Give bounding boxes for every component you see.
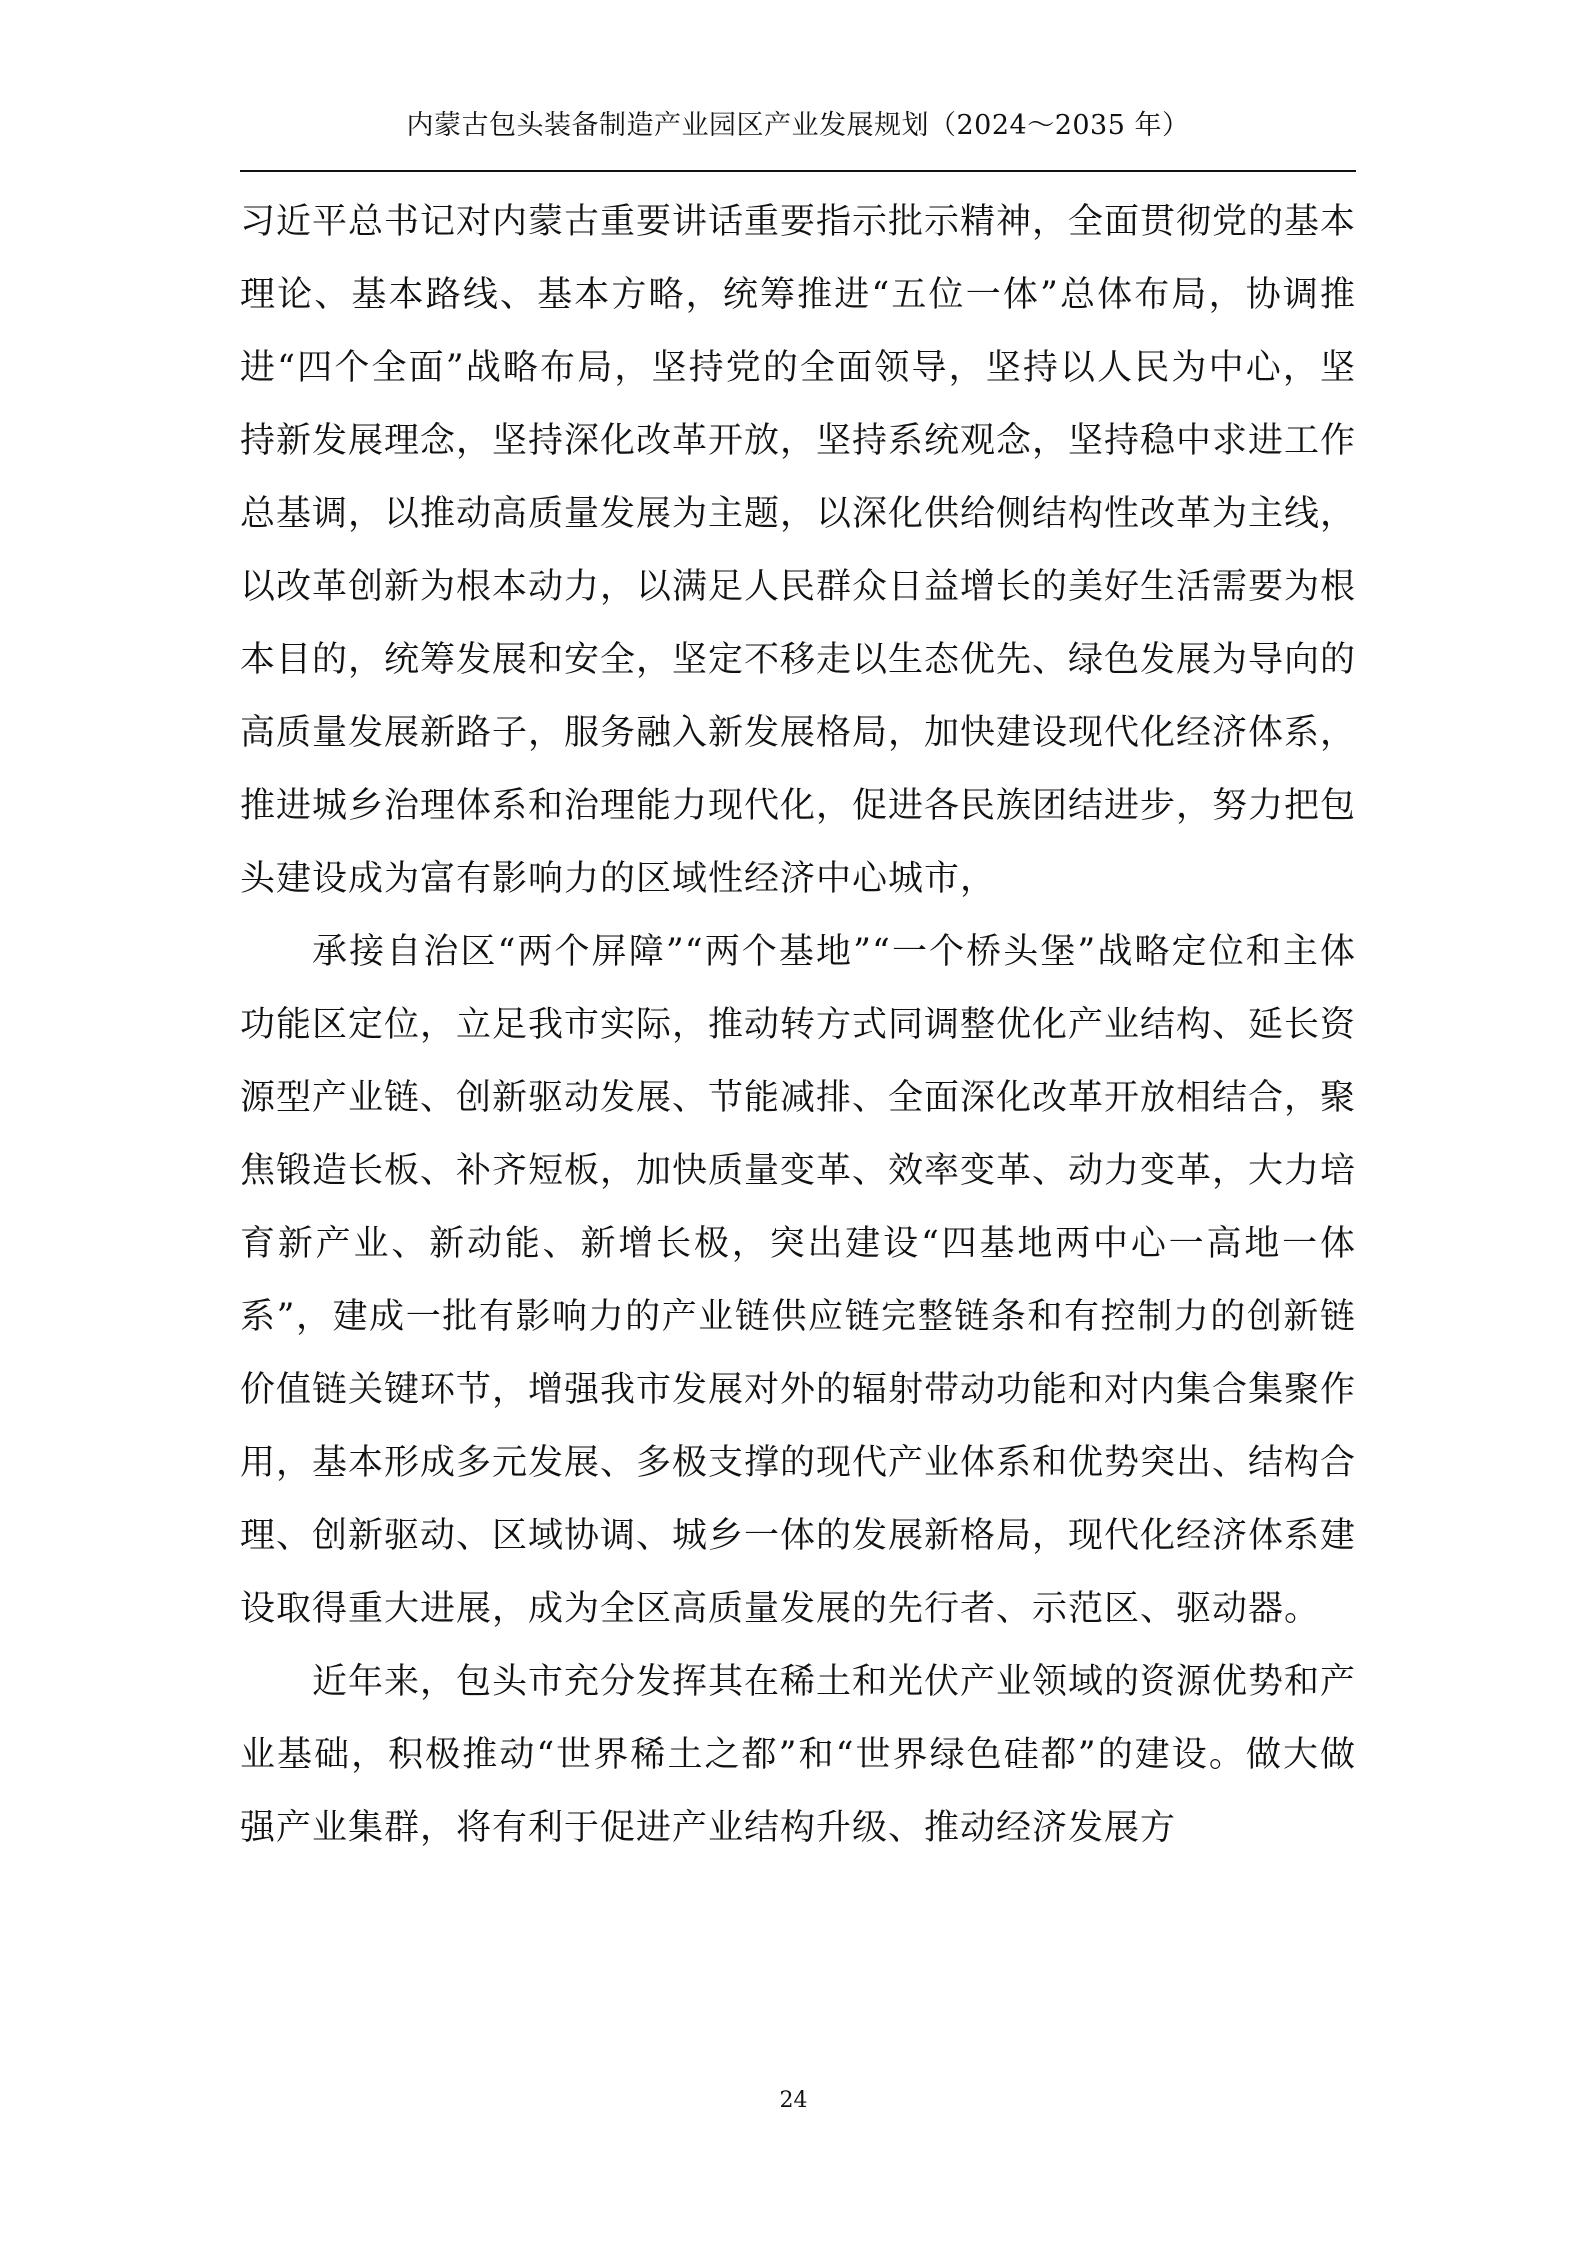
- header-divider: [240, 170, 1356, 172]
- paragraph-1: 习近平总书记对内蒙古重要讲话重要指示批示精神，全面贯彻党的基本理论、基本路线、基本方略，统筹推进“五位一体”总体布局，协调推进“四个全面”战略布局，坚持党的全面领导，坚持以人民为中心，坚持新发展理念，坚持深化改革开放，坚持系统观念，坚持稳中求进工作总基调，以推动高质量发展为主题，以深化供给侧结构性改革为主线，以改革创新为根本动力，以满足人民群众日益增长的美好生活需要为根本目的，统筹发展和安全，坚定不移走以生态优先、绿色发展为导向的高质量发展新路子，服务融入新发展格局，加快建设现代化经济体系，推进城乡治理体系和治理能力现代化，促进各民族团结进步，努力把包头建设成为富有影响力的区域性经济中心城市，: [240, 202, 1357, 899]
- page-number: 24: [779, 2088, 808, 2113]
- page-header: 内蒙古包头装备制造产业园区产业发展规划（2024～2035 年）: [406, 110, 1190, 141]
- paragraph-3: 近年来，包头市充分发挥其在稀土和光伏产业领域的资源优势和产业基础，积极推动“世界稀土之都”和“世界绿色硅都”的建设。做大做强产业集群，将有利于促进产业结构升级、推动经济发展方: [240, 1662, 1357, 1848]
- paragraph-2: 承接自治区“两个屏障”“两个基地”“一个桥头堡”战略定位和主体功能区定位，立足我市实际，推动转方式同调整优化产业结构、延长资源型产业链、创新驱动发展、节能减排、全面深化改革开放相结合，聚焦锻造长板、补齐短板，加快质量变革、效率变革、动力变革，大力培育新产业、新动能、新增长极，突出建设“四基地两中心一高地一体系”，建成一批有影响力的产业链供应链完整链条和有控制力的创新链价值链关键环节，增强我市发展对外的辐射带动功能和对内集合集聚作用，基本形成多元发展、多极支撑的现代产业体系和优势突出、结构合理、创新驱动、区域协调、城乡一体的发展新格局，现代化经济体系建设取得重大进展，成为全区高质量发展的先行者、示范区、驱动器。: [240, 932, 1357, 1629]
- document-body: [240, 186, 1356, 1865]
